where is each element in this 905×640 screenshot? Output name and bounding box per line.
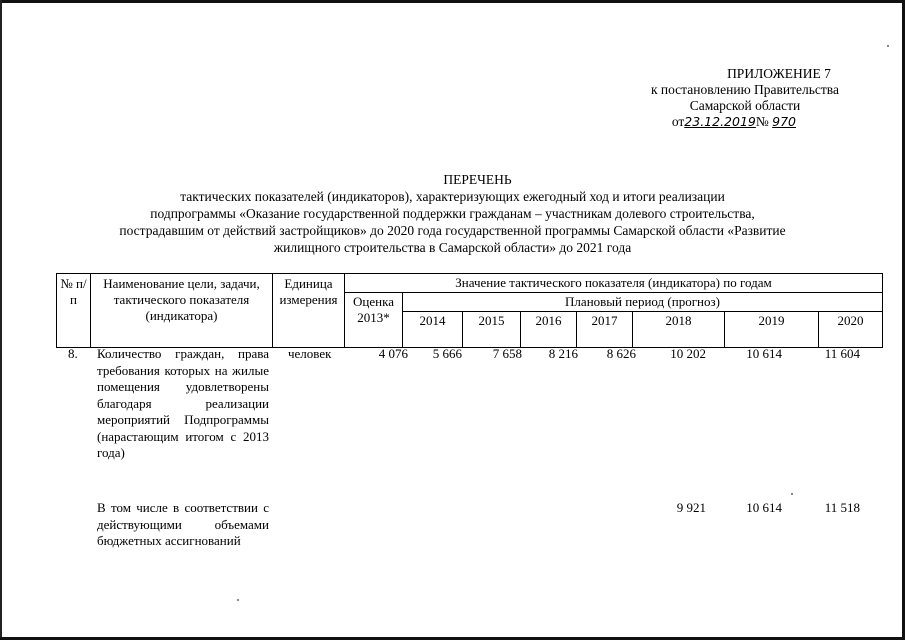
- row-value: 5 666: [432, 346, 462, 361]
- annex-line2: к постановлению Правительства: [650, 82, 839, 97]
- heading-title: ПЕРЕЧЕНЬ: [443, 172, 512, 187]
- row-value: 10 202: [670, 346, 706, 361]
- row-name: В том числе в соответствии с действующими объемами бюджетных ассигнований: [97, 500, 269, 548]
- date-value: 23.12.2019: [684, 114, 756, 129]
- row-value: 11 518: [824, 500, 860, 515]
- header-num: № п/п: [57, 274, 91, 348]
- header-plan: Плановый период (прогноз): [403, 293, 883, 312]
- scan-speck: [887, 45, 889, 47]
- header-estimate: Оценка 2013*: [345, 293, 403, 348]
- header-year: 2018: [633, 312, 725, 348]
- annex-line3: Самарской области: [689, 98, 801, 113]
- header-year: 2020: [819, 312, 883, 348]
- scan-speck: [237, 599, 239, 601]
- row-name: Количество граждан, права требования которых на жилые помещения удовлетворены благодаря реализации мероприятий Подпрограммы (нарастающим итогом с 2013 года): [97, 346, 269, 460]
- header-name: Наименование цели, задачи, тактического показателя (индикатора): [91, 274, 273, 348]
- header-unit: Единица измерения: [273, 274, 345, 348]
- annex-title: ПРИЛОЖЕНИЕ 7: [727, 66, 831, 81]
- scan-border-top: [0, 0, 905, 3]
- row-num: 8.: [68, 346, 78, 361]
- header-values: Значение тактического показателя (индикатора) по годам: [345, 274, 883, 293]
- row-value: 9 921: [676, 500, 706, 515]
- header-year: 2016: [521, 312, 577, 348]
- number-prefix: №: [755, 114, 769, 129]
- heading-line2: подпрограммы «Оказание государственной поддержки гражданам – участникам долевого строительства,: [150, 206, 755, 221]
- header-year: 2014: [403, 312, 463, 348]
- scan-border-left: [0, 0, 2, 640]
- scan-speck: [791, 493, 793, 495]
- header-year: 2015: [463, 312, 521, 348]
- date-prefix: от: [671, 114, 685, 129]
- header-year: 2017: [577, 312, 633, 348]
- row-value: 8 216: [548, 346, 578, 361]
- annex-date-line: [645, 114, 833, 130]
- indicator-table-header: [56, 273, 883, 348]
- header-year: 2019: [725, 312, 819, 348]
- heading-line4: жилищного строительства в Самарской области» до 2021 года: [273, 240, 632, 255]
- heading-line1: тактических показателей (индикаторов), характеризующих ежегодный ход и итоги реализации: [180, 189, 725, 204]
- annex-block: [651, 66, 839, 130]
- row-unit: человек: [288, 346, 332, 361]
- heading-line3: пострадавшим от действий застройщиков» до 2020 года государственной программы Самарской области «Развитие: [119, 223, 786, 238]
- row-value: 10 614: [746, 346, 782, 361]
- number-value: 970: [772, 114, 796, 129]
- row-value: 11 604: [824, 346, 860, 361]
- row-estimate: 4 076: [378, 346, 408, 361]
- row-value: 10 614: [746, 500, 782, 515]
- row-value: 7 658: [492, 346, 522, 361]
- row-value: 8 626: [606, 346, 636, 361]
